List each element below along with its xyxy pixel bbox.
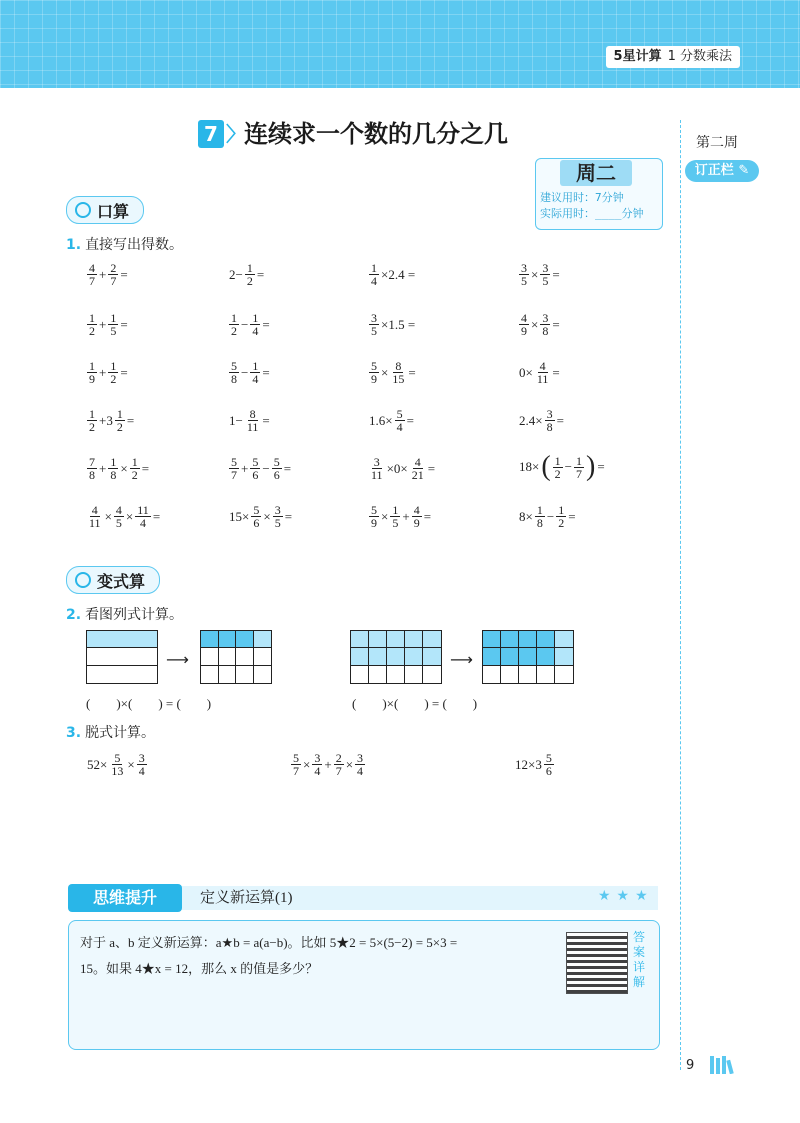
think-tag: 思维提升 [68, 884, 182, 912]
diagram-1-part [200, 630, 272, 684]
expr-3-4: 0× $\frac{4}{11}$ = [519, 359, 560, 386]
expr-1-4: $\frac{3}{5}$ × $\frac{3}{5}$ = [521, 261, 560, 288]
expr-5-4: 18× ( $\frac{1}{2}$ − $\frac{1}{7}$ ) = [519, 451, 605, 482]
expr-3-3: $\frac{5}{9}$ × $\frac{8}{15}$ = [371, 359, 416, 386]
question-2-number: 2. [66, 607, 82, 623]
qr-label: 答案详解 [632, 930, 645, 989]
expr-q3-2: $\frac{5}{7}$ × $\frac{3}{4}$ + $\frac{2}{7}$ × $\frac{3}{4}$ [293, 751, 364, 778]
answer-blank-2[interactable]: ( )×( ) = ( ) [352, 696, 478, 711]
qr-code[interactable] [566, 932, 628, 994]
think-subtitle: 定义新运算(1) [200, 890, 293, 906]
expr-4-4: 2.4× $\frac{3}{8}$ = [519, 407, 564, 434]
expr-6-4: 8× $\frac{1}{8}$ − $\frac{1}{2}$ = [519, 503, 576, 530]
expr-1-2: 2− $\frac{1}{2}$ = [229, 261, 265, 288]
star-icons: ★★★ [598, 888, 654, 904]
question-2 [66, 604, 183, 624]
section-variant-calc [66, 566, 160, 594]
think-line-2: 15。如果 4★x = 12，那么 x 的值是多少？ [80, 961, 319, 976]
chevron-right-icon: 〉 [226, 122, 246, 146]
question-2-text: 看图列式计算。 [85, 607, 184, 623]
arrow-right-icon: ⟶ [166, 650, 189, 669]
expr-4-3: 1.6× $\frac{5}{4}$ = [369, 407, 414, 434]
question-1-text: 直接写出得数。 [85, 237, 184, 253]
suggest-time: 建议用时：7分钟 [540, 191, 624, 204]
stopwatch-icon [75, 202, 91, 218]
question-3-number: 3. [66, 725, 82, 741]
expr-2-1: $\frac{1}{2}$ + $\frac{1}{5}$ = [89, 311, 128, 338]
expr-6-2: 15× $\frac{5}{6}$ × $\frac{3}{5}$ = [229, 503, 293, 530]
section-variant-label: 变式算 [97, 571, 146, 591]
header-band [0, 0, 800, 88]
expr-1-1: $\frac{4}{7}$ + $\frac{2}{7}$ = [89, 261, 128, 288]
think-question [80, 930, 555, 982]
arrow-right-icon: ⟶ [450, 650, 473, 669]
lesson-number: 7 [198, 120, 224, 148]
actual-time: 实际用时：____分钟 [540, 207, 644, 220]
expr-3-2: $\frac{5}{8}$ − $\frac{1}{4}$ = [231, 359, 270, 386]
pencil-icon: ✎ [738, 163, 750, 178]
expr-3-1: $\frac{1}{9}$ + $\frac{1}{2}$ = [89, 359, 128, 386]
correction-text: 订正栏 [694, 163, 734, 178]
diagram-2-whole [350, 630, 442, 684]
expr-1-3: $\frac{1}{4}$ ×2.4 = [371, 261, 416, 288]
unit: 1 分数乘法 [667, 49, 732, 64]
correction-label [685, 160, 759, 182]
expr-4-1: $\frac{1}{2}$ +3 $\frac{1}{2}$ = [89, 407, 135, 434]
question-1-number: 1. [66, 237, 82, 253]
diagram-1-whole [86, 630, 158, 684]
expr-6-1: $\frac{4}{11}$ × $\frac{4}{5}$ × $\frac{11}{4}$ = [89, 503, 161, 530]
header-tag [606, 46, 740, 68]
diagram-2-part [482, 630, 574, 684]
section-oral-calc [66, 196, 144, 224]
section-oral-label: 口算 [97, 201, 130, 221]
page-number: 9 [686, 1058, 695, 1073]
correction-divider [680, 120, 681, 1070]
target-icon [75, 572, 91, 588]
books-icon [708, 1054, 736, 1074]
expr-4-2: 1− $\frac{8}{11}$ = [229, 407, 270, 434]
question-3 [66, 722, 155, 742]
day-label: 周二 [560, 160, 632, 186]
answer-blank-1[interactable]: ( )×( ) = ( ) [86, 696, 212, 711]
question-3-text: 脱式计算。 [85, 725, 156, 741]
expr-q3-1: 52× $\frac{5}{13}$ × $\frac{3}{4}$ [87, 751, 145, 778]
week-label: 第二周 [696, 135, 738, 151]
page-title: 连续求一个数的几分之几 [244, 120, 508, 148]
think-line-1: 对于 a、b 定义新运算：a★b = a(a−b)。比如 5★2 = 5×(5−2) = 5×3 = [80, 935, 458, 950]
expr-2-4: $\frac{4}{9}$ × $\frac{3}{8}$ = [521, 311, 560, 338]
expr-5-2: $\frac{5}{7}$ + $\frac{5}{6}$ − $\frac{5}{6}$ = [231, 455, 292, 482]
expr-6-3: $\frac{5}{9}$ × $\frac{1}{5}$ + $\frac{4}{9}$ = [371, 503, 432, 530]
brand: 5星计算 [613, 49, 662, 64]
expr-5-1: $\frac{7}{8}$ + $\frac{1}{8}$ × $\frac{1}{2}$ = [89, 455, 150, 482]
expr-2-2: $\frac{1}{2}$ − $\frac{1}{4}$ = [231, 311, 270, 338]
question-1 [66, 234, 183, 254]
time-info [540, 190, 644, 222]
expr-q3-3: 12×3 $\frac{5}{6}$ [515, 751, 552, 778]
expr-2-3: $\frac{3}{5}$ ×1.5 = [371, 311, 416, 338]
expr-5-3: $\frac{3}{11}$ ×0× $\frac{4}{21}$ = [371, 455, 436, 482]
